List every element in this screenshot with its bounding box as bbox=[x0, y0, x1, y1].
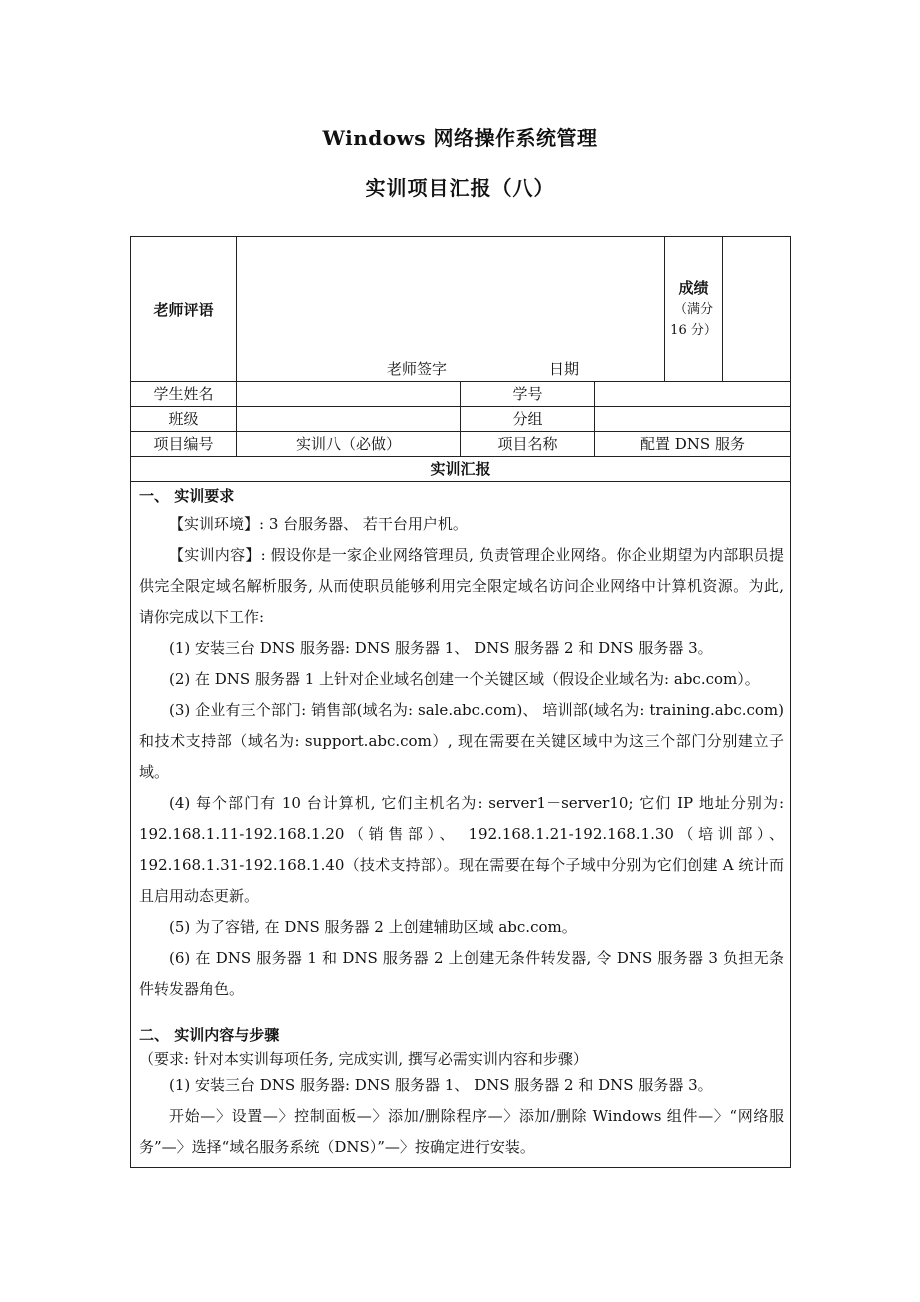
teacher-comment-row bbox=[131, 237, 791, 382]
student-name-row bbox=[131, 382, 791, 407]
class-value bbox=[237, 407, 461, 432]
task-item-3: (3) 企业有三个部门: 销售部(域名为: sale.abc.com)、 培训部(域名为: training.abc.com)和技术支持部（域名为: support.abc.com）, 现在需要在关键区域中为这三个部门分别建立子域。 bbox=[139, 701, 785, 781]
content-intro-paragraph: 【实训内容】: 假设你是一家企业网络管理员, 负责管理企业网络。你企业期望为内部职员提供完全限定域名解析服务, 从而使职员能够利用完全限定域名访问企业网络中计算机资源。为此, 请你完成以下工作: bbox=[139, 546, 785, 626]
date-label: 日期 bbox=[549, 360, 580, 378]
group-value bbox=[595, 407, 791, 432]
score-max-line1: （满分 bbox=[674, 302, 714, 318]
project-name-value: 配置 DNS 服务 bbox=[595, 432, 791, 457]
group-label: 分组 bbox=[461, 407, 595, 432]
section-gap bbox=[139, 1005, 784, 1021]
section2-title: 二、 实训内容与步骤 bbox=[139, 1026, 280, 1044]
project-no-value: 实训八（必做） bbox=[237, 432, 461, 457]
student-name-value bbox=[237, 382, 461, 407]
student-id-value bbox=[595, 382, 791, 407]
document-subtitle: 实训项目汇报（八） bbox=[365, 176, 555, 200]
teacher-comment-label: 老师评语 bbox=[131, 237, 237, 382]
document-title: Windows 网络操作系统管理 bbox=[322, 126, 598, 150]
class-label: 班级 bbox=[131, 407, 237, 432]
score-cell bbox=[665, 237, 723, 382]
section2-note: （要求: 针对本实训每项任务, 完成实训, 撰写必需实训内容和步骤） bbox=[139, 1050, 588, 1068]
step1-detail: 开始—〉设置—〉控制面板—〉添加/删除程序—〉添加/删除 Windows 组件—〉“网络服务”—〉选择“域名服务系统（DNS）”—〉按确定进行安装。 bbox=[139, 1107, 785, 1156]
project-row bbox=[131, 432, 791, 457]
report-body-row bbox=[131, 482, 791, 1168]
step1: (1) 安装三台 DNS 服务器: DNS 服务器 1、 DNS 服务器 2 和 DNS 服务器 3。 bbox=[169, 1076, 713, 1094]
teacher-sign-label: 老师签字 bbox=[387, 360, 448, 378]
student-name-label: 学生姓名 bbox=[131, 382, 237, 407]
task-item-6: (6) 在 DNS 服务器 1 和 DNS 服务器 2 上创建无条件转发器, 令 DNS 服务器 3 负担无条件转发器角色。 bbox=[139, 949, 785, 998]
project-name-label: 项目名称 bbox=[461, 432, 595, 457]
task-item-1: (1) 安装三台 DNS 服务器: DNS 服务器 1、 DNS 服务器 2 和 DNS 服务器 3。 bbox=[169, 639, 713, 657]
score-label: 成绩 bbox=[678, 279, 709, 298]
report-heading-row bbox=[131, 457, 791, 482]
report-body bbox=[131, 482, 791, 1168]
task-item-2: (2) 在 DNS 服务器 1 上针对企业域名创建一个关键区域（假设企业域名为: abc.com）。 bbox=[169, 670, 760, 688]
report-heading: 实训汇报 bbox=[131, 457, 791, 482]
section1-title: 一、 实训要求 bbox=[139, 487, 235, 505]
report-form-table bbox=[130, 236, 791, 1168]
task-item-4: (4) 每个部门有 10 台计算机, 它们主机名为: server1－server10; 它们 IP 地址分别为: 192.168.1.11-192.168.1.20（销售部）、 192.168.1.21-192.168.1.30（培训部）、192.168.1.31-192.168.1.40（技术支持部）。现在需要在每个子域中分别为它们创建 A 统计而且启用动态更新。 bbox=[139, 794, 785, 905]
score-value-cell bbox=[723, 237, 791, 382]
env-paragraph: 【实训环境】: 3 台服务器、 若干台用户机。 bbox=[169, 515, 468, 533]
class-row bbox=[131, 407, 791, 432]
student-id-label: 学号 bbox=[461, 382, 595, 407]
task-item-5: (5) 为了容错, 在 DNS 服务器 2 上创建辅助区域 abc.com。 bbox=[169, 918, 577, 936]
teacher-comment-cell bbox=[237, 237, 665, 382]
score-max-line2: 16 分） bbox=[670, 322, 717, 338]
project-no-label: 项目编号 bbox=[131, 432, 237, 457]
